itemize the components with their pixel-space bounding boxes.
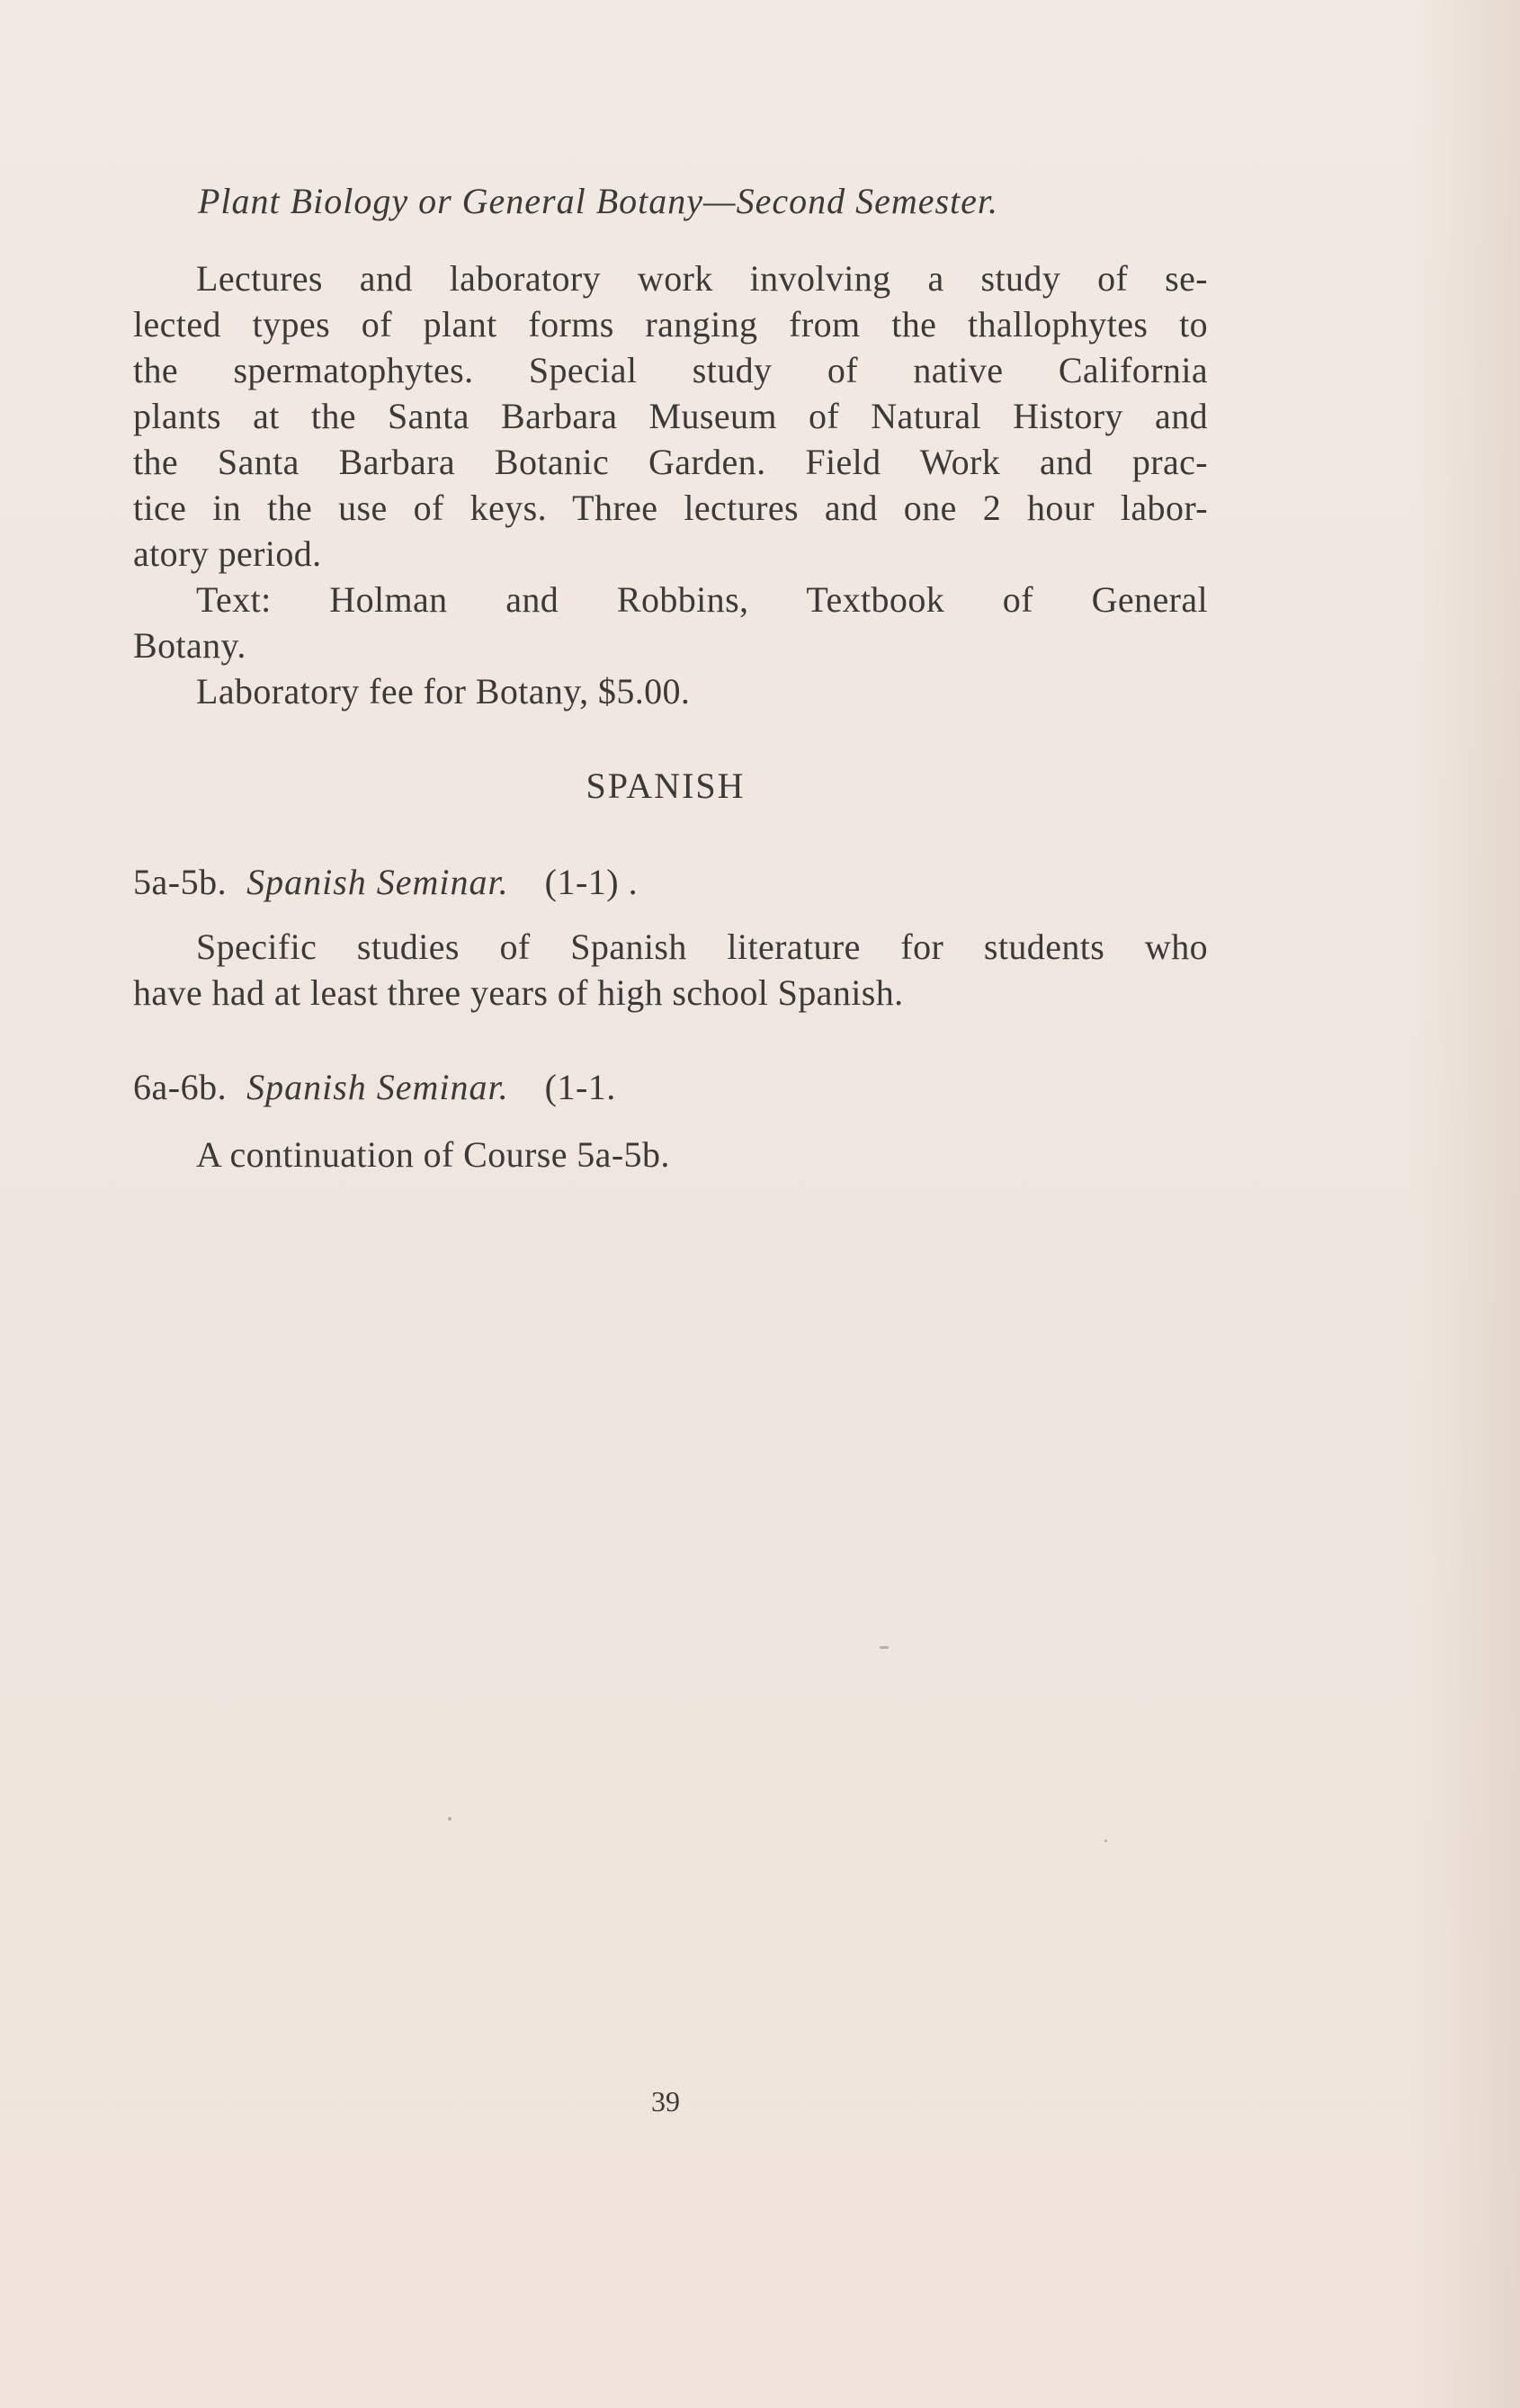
course-5a-5b <box>133 861 638 903</box>
text-line: tice in the use of keys. Three lectures and one 2 hour labor- <box>133 488 1208 528</box>
section-title: SPANISH <box>586 765 746 806</box>
text-line: Specific studies of Spanish literature for students who <box>196 926 1208 967</box>
course-6a-6b-description <box>133 1132 1208 1177</box>
text-line: the Santa Barbara Botanic Garden. Field Work and prac- <box>133 442 1208 482</box>
page-number: 39 <box>651 2085 680 2117</box>
botany-heading: Plant Biology or General Botany—Second Semester. <box>198 181 999 221</box>
course-units: (1-1) . <box>544 862 639 902</box>
text-line: lected types of plant forms ranging from the thallophytes to <box>133 304 1208 345</box>
text-line: Text: Holman and Robbins, Textbook of General <box>196 579 1208 620</box>
textbook-reference <box>133 577 1208 668</box>
course-5a-5b-description <box>133 924 1208 1016</box>
botany-description <box>133 255 1208 577</box>
text-line: Lectures and laboratory work involving a study of se- <box>196 258 1208 299</box>
text-line: Botany. <box>133 625 246 666</box>
text-line: the spermatophytes. Special study of native California <box>133 350 1208 390</box>
paper-speck <box>880 1646 889 1649</box>
paper-speck <box>448 1817 452 1821</box>
course-6a-6b <box>133 1066 616 1108</box>
course-code: 5a-5b. <box>133 862 228 902</box>
text-line: have had at least three years of high school Spanish. <box>133 972 904 1013</box>
text-line: Laboratory fee for Botany, $5.00. <box>196 671 691 712</box>
course-title: Spanish Seminar. <box>246 862 509 902</box>
text-line: plants at the Santa Barbara Museum of Natural History and <box>133 396 1208 436</box>
course-units: (1-1. <box>544 1067 616 1107</box>
course-title: Spanish Seminar. <box>246 1067 509 1107</box>
text-line: atory period. <box>133 533 322 574</box>
text-line: A continuation of Course 5a-5b. <box>196 1134 670 1175</box>
course-code: 6a-6b. <box>133 1067 228 1107</box>
paper-speck <box>1104 1840 1107 1842</box>
lab-fee <box>133 668 1208 714</box>
